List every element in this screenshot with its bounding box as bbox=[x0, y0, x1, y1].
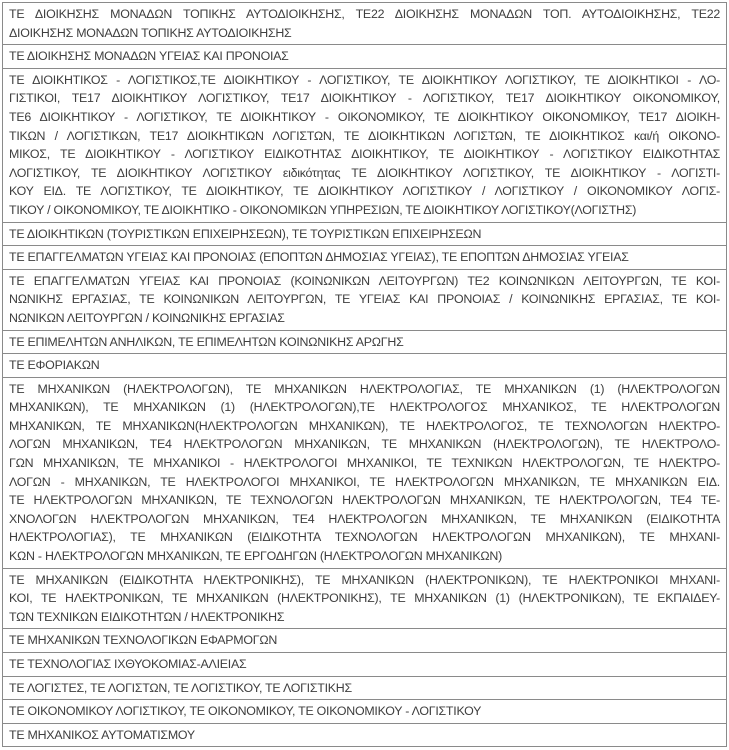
row-line: ΝΩΝΙΚΗΣ ΕΡΓΑΣΙΑΣ, ΤΕ ΚΟΙΝΩΝΙΚΩΝ ΛΕΙΤΟΥΡΓΩΝ, ΤΕ ΥΓΕΙΑΣ ΚΑΙ ΠΡΟΝΟΙΑΣ / ΚΟΙΝΩΝΙΚΗΣ ΕΡΓΑΣΙΑΣ, ΤΕ ΚΟΙ- bbox=[9, 292, 720, 307]
row-line: ΤΕ ΔΙΟΙΚΗΣΗΣ ΜΟΝΑΔΩΝ ΥΓΕΙΑΣ ΚΑΙ ΠΡΟΝΟΙΑΣ bbox=[9, 49, 289, 64]
row-line: ΤΕ ΕΠΑΓΓΕΛΜΑΤΩΝ ΥΓΕΙΑΣ ΚΑΙ ΠΡΟΝΟΙΑΣ (ΕΠΟΠΤΩΝ ΔΗΜΟΣΙΑΣ ΥΓΕΙΑΣ), ΤΕ ΕΠΟΠΤΩΝ ΔΗΜΟΣΙΑΣ ΥΓΕΙΑΣ bbox=[9, 250, 629, 265]
row-line: ΤΩΝ ΤΕΧΝΙΚΩΝ ΕΙΔΙΚΟΤΗΤΩΝ / ΗΛΕΚΤΡΟΝΙΚΗΣ bbox=[9, 609, 285, 624]
row-line: ΛΟΓΩΝ ΜΗΧΑΝΙΚΩΝ, ΤΕ4 ΗΛΕΚΤΡΟΛΟΓΩΝ ΜΗΧΑΝΙΚΩΝ, ΤΕ ΜΗΧΑΝΙΚΩΝ (ΗΛΕΚΤΡΟΛΟΓΩΝ), ΤΕ ΗΛΕΚΤΡΟΛΟ- bbox=[9, 437, 720, 452]
row-line: ΝΩΝΙΚΩΝ ΛΕΙΤΟΥΡΓΩΝ / ΚΟΙΝΩΝΙΚΗΣ ΕΡΓΑΣΙΑΣ bbox=[9, 310, 285, 325]
table-row bbox=[3, 353, 726, 377]
row-line: ΤΕ ΛΟΓΙΣΤΕΣ, ΤΕ ΛΟΓΙΣΤΩΝ, ΤΕ ΛΟΓΙΣΤΙΚΟΥ, ΤΕ ΛΟΓΙΣΤΙΚΗΣ bbox=[9, 680, 352, 695]
table-row bbox=[3, 245, 726, 269]
row-line: ΜΗΧΑΝΙΚΩΝ, ΤΕ ΜΗΧΑΝΙΚΩΝ(ΗΛΕΚΤΡΟΛΟΓΩΝ ΜΗΧΑΝΙΚΩΝ), ΤΕ ΗΛΕΚΤΡΟΛΟΓΟΣ, ΤΕ ΤΕΧΝΟΛΟΓΩΝ ΗΛΕΚΤΡΟ- bbox=[9, 418, 720, 433]
table-row bbox=[3, 377, 726, 568]
table-row bbox=[3, 269, 726, 330]
row-line: ΤΕ6 ΔΙΟΙΚΗΤΙΚΟΥ - ΛΟΓΙΣΤΙΚΟΥ, ΤΕ ΔΙΟΙΚΗΤΙΚΟΥ - ΟΙΚΟΝΟΜΙΚΟΥ, ΤΕ ΔΙΟΙΚΗΤΙΚΟΥ ΟΙΚΟΝΟΜΙΚΟΥ, ΤΕ17 ΔΙΟΙΚΗ- bbox=[9, 109, 720, 124]
table-row bbox=[3, 568, 726, 629]
row-line: ΤΙΚΩΝ / ΛΟΓΙΣΤΙΚΩΝ, ΤΕ17 ΔΙΟΙΚΗΤΙΚΩΝ ΛΟΓΙΣΤΩΝ, ΤΕ ΔΙΟΙΚΗΤΙΚΩΝ ΛΟΓΙΣΤΩΝ, ΤΕ ΔΙΟΙΚΗΤΙΚΟΣ και/ή ΟΙΚΟΝΟ- bbox=[9, 128, 720, 143]
row-line: ΤΕ ΜΗΧΑΝΙΚΩΝ (ΗΛΕΚΤΡΟΛΟΓΩΝ), ΤΕ ΜΗΧΑΝΙΚΩΝ ΗΛΕΚΤΡΟΛΟΓΙΑΣ, ΤΕ ΜΗΧΑΝΙΚΩΝ (1) (ΗΛΕΚΤΡΟΛΟΓΩΝ bbox=[9, 381, 720, 396]
row-line: ΤΕ ΟΙΚΟΝΟΜΙΚΟΥ ΛΟΓΙΣΤΙΚΟΥ, ΤΕ ΟΙΚΟΝΟΜΙΚΟΥ, ΤΕ ΟΙΚΟΝΟΜΙΚΟΥ - ΛΟΓΙΣΤΙΚΟΥ bbox=[9, 704, 482, 719]
table-row bbox=[3, 330, 726, 354]
row-line: ΓΙΣΤΙΚΟΙ, ΤΕ17 ΔΙΟΙΚΗΤΙΚΟΥ ΛΟΓΙΣΤΙΚΟΥ, ΤΕ17 ΔΙΟΙΚΗΤΙΚΟΥ - ΛΟΓΙΣΤΙΚΟΥ, ΤΕ17 ΔΙΟΙΚΗΤΙΚΟΥ ΟΙΚΟΝΟΜΙΚΟΥ, bbox=[9, 91, 720, 106]
row-line: ΔΙΟΙΚΗΣΗΣ ΜΟΝΑΔΩΝ ΤΟΠΙΚΗΣ ΑΥΤΟΔΙΟΙΚΗΣΗΣ bbox=[9, 25, 292, 40]
row-line: ΧΝΟΛΟΓΩΝ ΗΛΕΚΤΡΟΛΟΓΩΝ ΜΗΧΑΝΙΚΩΝ, ΤΕ4 ΗΛΕΚΤΡΟΛΟΓΩΝ ΜΗΧΑΝΙΚΩΝ, ΤΕ ΜΗΧΑΝΙΚΩΝ (ΕΙΔΙΚΟΤΗΤΑ bbox=[9, 511, 720, 526]
row-line: ΤΕ ΔΙΟΙΚΗΣΗΣ ΜΟΝΑΔΩΝ ΤΟΠΙΚΗΣ ΑΥΤΟΔΙΟΙΚΗΣΗΣ, ΤΕ22 ΔΙΟΙΚΗΣΗΣ ΜΟΝΑΔΩΝ ΤΟΠ. ΑΥΤΟΔΙΟΙΚΗΣΗΣ, ΤΕ22 bbox=[9, 7, 720, 21]
row-line: ΤΕ ΔΙΟΙΚΗΤΙΚΟΣ - ΛΟΓΙΣΤΙΚΟΣ,ΤΕ ΔΙΟΙΚΗΤΙΚΟΥ - ΛΟΓΙΣΤΙΚΟΥ, ΤΕ ΔΙΟΙΚΗΤΙΚΟΥ ΛΟΓΙΣΤΙΚΟΥ, ΤΕ ΔΙΟΙΚΗΤΙΚΟΙ - ΛΟ- bbox=[9, 72, 720, 87]
row-line: ΤΙΚΟΥ / ΟΙΚΟΝΟΜΙΚΟΥ, ΤΕ ΔΙΟΙΚΗΤΙΚΟ - ΟΙΚΟΝΟΜΙΚΩΝ ΥΠΗΡΕΣΙΩΝ, ΤΕ ΔΙΟΙΚΗΤΙΚΟΥ ΛΟΓΙΣΤΙΚΟΥ(ΛΟΓΙΣΤΗΣ) bbox=[9, 202, 637, 217]
row-line: ΤΕ ΤΕΧΝΟΛΟΓΙΑΣ ΙΧΘΥΟΚΟΜΙΑΣ-ΑΛΙΕΙΑΣ bbox=[9, 657, 247, 671]
table-row bbox=[3, 222, 726, 246]
row-line: ΚΟΙ, ΤΕ ΗΛΕΚΤΡΟΝΙΚΩΝ, ΤΕ ΜΗΧΑΝΙΚΩΝ (ΗΛΕΚΤΡΟΝΙΚΗΣ), ΤΕ ΜΗΧΑΝΙΚΩΝ (1) (ΗΛΕΚΤΡΟΝΙΚΩΝ), ΤΕ ΕΚΠΑΙΔΕΥ- bbox=[9, 591, 720, 606]
row-line: ΜΗΧΑΝΙΚΩΝ), ΤΕ ΜΗΧΑΝΙΚΩΝ (1) (ΗΛΕΚΤΡΟΛΟΓΩΝ),ΤΕ ΗΛΕΚΤΡΟΛΟΓΟΣ ΜΗΧΑΝΙΚΟΣ, ΤΕ ΗΛΕΚΤΡΟΛΟΓΩΝ bbox=[9, 400, 720, 415]
row-line: ΤΕ ΜΗΧΑΝΙΚΟΣ ΑΥΤΟΜΑΤΙΣΜΟΥ bbox=[9, 727, 195, 742]
row-line: ΛΟΓΩΝ - ΜΗΧΑΝΙΚΩΝ, ΤΕ ΗΛΕΚΤΡΟΛΟΓΟΙ ΜΗΧΑΝΙΚΟΙ, ΤΕ ΗΛΕΚΤΡΟΛΟΓΩΝ ΜΗΧΑΝΙΚΩΝ, ΤΕ ΜΗΧΑΝΙΚΩΝ ΕΙΔ. bbox=[9, 474, 720, 489]
row-line: ΓΩΝ ΜΗΧΑΝΙΚΩΝ, ΤΕ ΜΗΧΑΝΙΚΟΙ - ΗΛΕΚΤΡΟΛΟΓΟΙ ΜΗΧΑΝΙΚΟΙ, ΤΕ ΤΕΧΝΙΚΩΝ ΗΛΕΚΤΡΟΛΟΓΩΝ, ΤΕ ΗΛΕΚΤΡΟ- bbox=[9, 456, 720, 471]
table-row bbox=[3, 652, 726, 676]
row-line: ΚΩΝ - ΗΛΕΚΤΡΟΛΟΓΩΝ ΜΗΧΑΝΙΚΩΝ, ΤΕ ΕΡΓΟΔΗΓΩΝ (ΗΛΕΚΤΡΟΛΟΓΩΝ ΜΗΧΑΝΙΚΩΝ) bbox=[9, 549, 502, 564]
table-row bbox=[3, 676, 726, 700]
row-line: ΚΟΥ ΕΙΔ. ΤΕ ΛΟΓΙΣΤΙΚΟΥ, ΤΕ ΔΙΟΙΚΗΤΙΚΟΥ, ΤΕ ΔΙΟΙΚΗΤΙΚΟΥ ΛΟΓΙΣΤΙΚΟΥ / ΛΟΓΙΣΤΙΚΟΥ / ΟΙΚΟΝΟΜΙΚΟΥ ΛΟΓΙΣ- bbox=[9, 184, 720, 199]
row-line: ΤΕ ΜΗΧΑΝΙΚΩΝ (ΕΙΔΙΚΟΤΗΤΑ ΗΛΕΚΤΡΟΝΙΚΗΣ), ΤΕ ΜΗΧΑΝΙΚΩΝ (ΗΛΕΚΤΡΟΝΙΚΩΝ), ΤΕ ΗΛΕΚΤΡΟΝΙΚΟΙ ΜΗΧΑΝΙ- bbox=[9, 572, 720, 587]
row-line: ΤΕ ΔΙΟΙΚΗΤΙΚΩΝ (ΤΟΥΡΙΣΤΙΚΩΝ ΕΠΙΧΕΙΡΗΣΕΩΝ), ΤΕ ΤΟΥΡΙΣΤΙΚΩΝ ΕΠΙΧΕΙΡΗΣΕΩΝ bbox=[9, 226, 482, 241]
table-row bbox=[3, 628, 726, 652]
table-row bbox=[3, 3, 726, 44]
row-line: ΤΕ ΗΛΕΚΤΡΟΛΟΓΩΝ ΜΗΧΑΝΙΚΩΝ, ΤΕ ΤΕΧΝΟΛΟΓΩΝ ΗΛΕΚΤΡΟΛΟΓΩΝ ΜΗΧΑΝΙΚΩΝ, ΤΕ ΗΛΕΚΤΡΟΛΟΓΩΝ, ΤΕ4 ΤΕ- bbox=[9, 493, 720, 508]
table-row bbox=[3, 699, 726, 723]
table-row bbox=[3, 44, 726, 68]
row-line: ΛΟΓΙΣΤΙΚΟΥ, ΤΕ ΔΙΟΙΚΗΤΙΚΟΥ ΛΟΓΙΣΤΙΚΟΥ ειδικότητας ΤΕ ΔΙΟΙΚΗΤΙΚΟΥ ΛΟΓΙΣΤΙΚΟΥ, ΤΕ ΔΙΟΙΚΗΤΙΚΟΥ - ΛΟΓΙΣΤΙ- bbox=[9, 165, 720, 180]
row-line: ΤΕ ΕΠΙΜΕΛΗΤΩΝ ΑΝΗΛΙΚΩΝ, ΤΕ ΕΠΙΜΕΛΗΤΩΝ ΚΟΙΝΩΝΙΚΗΣ ΑΡΩΓΗΣ bbox=[9, 334, 404, 349]
specialties-table bbox=[2, 2, 727, 747]
table-row bbox=[3, 68, 726, 222]
row-line: ΤΕ ΕΠΑΓΓΕΛΜΑΤΩΝ ΥΓΕΙΑΣ ΚΑΙ ΠΡΟΝΟΙΑΣ (ΚΟΙΝΩΝΙΚΩΝ ΛΕΙΤΟΥΡΓΩΝ) ΤΕ2 ΚΟΙΝΩΝΙΚΩΝ ΛΕΙΤΟΥΡΓΩΝ, ΤΕ ΚΟΙ- bbox=[9, 273, 720, 288]
row-line: ΗΛΕΚΤΡΟΛΟΓΙΑΣ), ΤΕ ΜΗΧΑΝΙΚΩΝ (ΕΙΔΙΚΟΤΗΤΑ ΤΕΧΝΟΛΟΓΩΝ ΗΛΕΚΤΡΟΛΟΓΩΝ ΜΗΧΑΝΙΚΩΝ), ΤΕ ΜΗΧΑΝΙ- bbox=[9, 530, 720, 545]
row-line: ΤΕ ΕΦΟΡΙΑΚΩΝ bbox=[9, 358, 100, 373]
table-row bbox=[3, 723, 726, 747]
row-line: ΜΙΚΟΣ, ΤΕ ΔΙΟΙΚΗΤΙΚΟΥ - ΛΟΓΙΣΤΙΚΟΥ ΕΙΔΙΚΟΤΗΤΑΣ ΔΙΟΙΚΗΤΙΚΟΥ, ΤΕ ΔΙΟΙΚΗΤΙΚΟΥ - ΛΟΓΙΣΤΙΚΟΥ ΕΙΔΙΚΟΤΗΤΑΣ bbox=[9, 147, 720, 162]
row-line: ΤΕ ΜΗΧΑΝΙΚΩΝ ΤΕΧΝΟΛΟΓΙΚΩΝ ΕΦΑΡΜΟΓΩΝ bbox=[9, 633, 278, 648]
